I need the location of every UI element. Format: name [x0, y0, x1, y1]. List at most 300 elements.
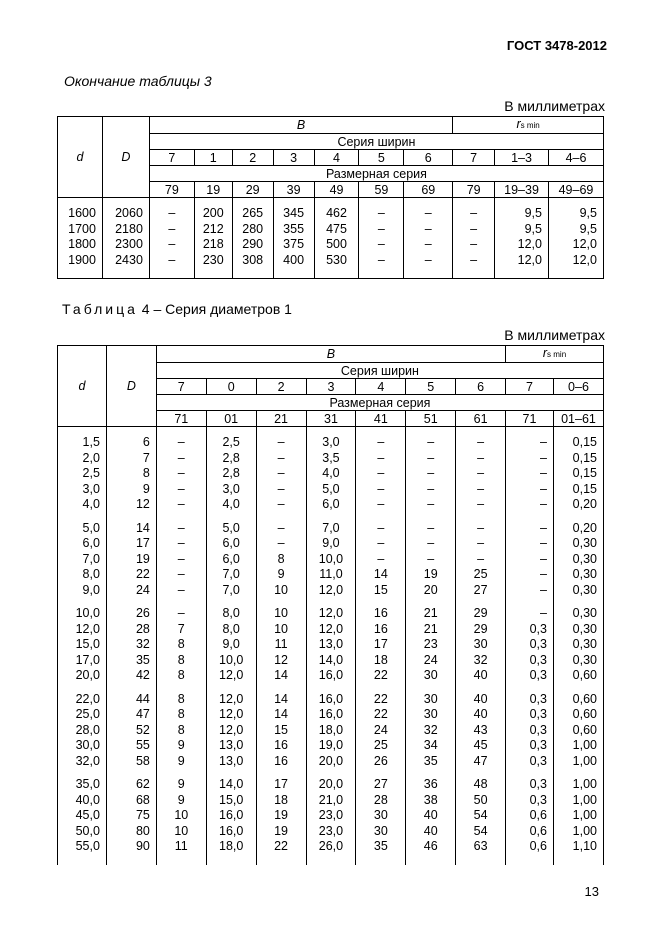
table4-size-header-cell: 21 [256, 411, 306, 427]
table-cell: 6 [106, 435, 156, 451]
table-cell: 16 [256, 754, 306, 770]
table-cell: 38 [406, 793, 456, 809]
table-cell: 12,0 [206, 707, 256, 723]
table-row [58, 253, 604, 269]
table-cell: 23,0 [306, 824, 356, 840]
table-cell: – [356, 552, 406, 568]
table4-units: В миллиметрах [504, 327, 605, 343]
table-cell: 16 [356, 622, 406, 638]
table-cell: 15 [356, 583, 406, 599]
table-cell: 30,0 [58, 738, 107, 754]
table3-width-header-cell: 7 [453, 150, 495, 166]
table-cell: 40,0 [58, 793, 107, 809]
table-cell: – [256, 536, 306, 552]
table-cell: 0,3 [506, 668, 554, 684]
table-cell: 32 [406, 723, 456, 739]
table-cell: – [406, 497, 456, 513]
table-cell: 8,0 [206, 606, 256, 622]
table-cell: 8 [156, 668, 206, 684]
table-cell: – [356, 451, 406, 467]
table-cell: 20 [406, 583, 456, 599]
table3-width-header-cell: 2 [232, 150, 273, 166]
table-cell: – [356, 497, 406, 513]
table-row [58, 707, 604, 723]
table-cell: 32 [456, 653, 506, 669]
table-cell: – [406, 451, 456, 467]
table-cell: 11,0 [306, 567, 356, 583]
table-cell: 47 [106, 707, 156, 723]
table-cell: 8,0 [58, 567, 107, 583]
table-cell: 15,0 [58, 637, 107, 653]
table-cell: – [456, 552, 506, 568]
table-cell: 0,6 [506, 824, 554, 840]
table-cell: 12,0 [206, 723, 256, 739]
table-cell: 530 [314, 253, 359, 269]
table-cell: 40 [456, 692, 506, 708]
table-cell: 24 [406, 653, 456, 669]
table-cell: 21,0 [306, 793, 356, 809]
table3-size-header-cell: 49–69 [549, 182, 604, 198]
table-row [58, 222, 604, 238]
table-cell: 13,0 [206, 738, 256, 754]
table-cell: 18,0 [206, 839, 256, 855]
table-cell: 6,0 [58, 536, 107, 552]
table-row [58, 793, 604, 809]
table-cell: 12,0 [549, 237, 604, 253]
table-cell: 1700 [58, 222, 103, 238]
table-cell: 12,0 [495, 253, 549, 269]
table-cell: – [356, 536, 406, 552]
table-cell: 9 [156, 793, 206, 809]
table-cell: – [256, 451, 306, 467]
table-cell: 9,0 [206, 637, 256, 653]
table-cell: 0,6 [506, 839, 554, 855]
table-cell: 0,3 [506, 793, 554, 809]
row-spacer [58, 684, 604, 692]
table3-caption: Окончание таблицы 3 [64, 73, 212, 89]
table-cell: – [456, 482, 506, 498]
table-cell: 9 [156, 738, 206, 754]
table-cell: 55 [106, 738, 156, 754]
table-row [58, 435, 604, 451]
table-cell: – [156, 536, 206, 552]
table-cell: 1,00 [553, 808, 603, 824]
table-cell: – [506, 497, 554, 513]
table-cell: 15,0 [206, 793, 256, 809]
table-cell: 40 [456, 707, 506, 723]
table-cell: – [356, 521, 406, 537]
table-cell: 400 [273, 253, 314, 269]
table4-width-header-cell: 3 [306, 379, 356, 395]
table-cell: 47 [456, 754, 506, 770]
table-cell: 9,5 [495, 206, 549, 222]
table-row [58, 536, 604, 552]
table-row [58, 754, 604, 770]
table-cell: 9 [156, 777, 206, 793]
table-cell: 50,0 [58, 824, 107, 840]
table-cell: 45,0 [58, 808, 107, 824]
table-cell: 19 [256, 808, 306, 824]
table-cell: 7,0 [58, 552, 107, 568]
table-cell: 10,0 [306, 552, 356, 568]
table-row [58, 808, 604, 824]
table4-width-header-cell: 0 [206, 379, 256, 395]
table-cell: 475 [314, 222, 359, 238]
table-cell: 12,0 [206, 692, 256, 708]
table-cell: 12,0 [306, 583, 356, 599]
table4-size-header-cell: 61 [456, 411, 506, 427]
table-cell: 280 [232, 222, 273, 238]
table-cell: 10 [256, 583, 306, 599]
table-cell: – [456, 536, 506, 552]
table-cell: – [404, 237, 453, 253]
table-cell: 200 [194, 206, 232, 222]
table-cell: 23,0 [306, 808, 356, 824]
table-cell: – [406, 482, 456, 498]
table-cell: – [406, 536, 456, 552]
table-cell: 21 [406, 622, 456, 638]
table-cell: 2180 [102, 222, 149, 238]
table-cell: 0,30 [553, 536, 603, 552]
table-cell: 0,30 [553, 583, 603, 599]
table-cell: 19 [406, 567, 456, 583]
table-row [58, 482, 604, 498]
table-cell: 0,30 [553, 637, 603, 653]
table-cell: – [156, 606, 206, 622]
table-cell: 1,5 [58, 435, 107, 451]
table-cell: 9 [256, 567, 306, 583]
table-cell: 0,60 [553, 668, 603, 684]
table3-size-header-cell: 69 [404, 182, 453, 198]
table3-size-header-cell: 79 [149, 182, 194, 198]
document-title: ГОСТ 3478-2012 [506, 38, 607, 53]
table-cell: 0,3 [506, 738, 554, 754]
table-cell: 4,0 [206, 497, 256, 513]
table3-width-header-cell: 6 [404, 150, 453, 166]
table-cell: 40 [406, 824, 456, 840]
table-cell: 17 [256, 777, 306, 793]
table-cell: – [406, 466, 456, 482]
table-cell: 25 [356, 738, 406, 754]
table-cell: 290 [232, 237, 273, 253]
table-cell: 75 [106, 808, 156, 824]
table4-size-header-cell: 71 [506, 411, 554, 427]
table-cell: 24 [106, 583, 156, 599]
table-cell: 54 [456, 824, 506, 840]
table-cell: 355 [273, 222, 314, 238]
table-cell: 30 [456, 637, 506, 653]
table3-col-d-header: d [58, 117, 103, 198]
table4-width-header-cell: 0–6 [553, 379, 603, 395]
table-row [58, 824, 604, 840]
table-cell: 28,0 [58, 723, 107, 739]
table-cell: 26 [356, 754, 406, 770]
table4-width-header-cell: 2 [256, 379, 306, 395]
table4-B-header: B [156, 346, 505, 363]
table-row [58, 622, 604, 638]
table-cell: 19 [106, 552, 156, 568]
table4-caption: Таблица 4 – Серия диаметров 1 [62, 301, 292, 317]
table-cell: 18,0 [306, 723, 356, 739]
table-cell: – [256, 466, 306, 482]
table4-size-header-cell: 71 [156, 411, 206, 427]
table4-col-d-header: d [58, 346, 107, 427]
table-cell: 45 [456, 738, 506, 754]
table-cell: 2,0 [58, 451, 107, 467]
table-cell: 0,3 [506, 637, 554, 653]
table-cell: 14,0 [306, 653, 356, 669]
table-cell: 9,5 [549, 222, 604, 238]
table-cell: 10,0 [58, 606, 107, 622]
table-cell: – [506, 567, 554, 583]
table3-r-header: rs min [453, 117, 604, 134]
table-cell: 12,0 [306, 606, 356, 622]
table4-width-series-label: Серия ширин [156, 363, 603, 379]
table-cell: – [359, 253, 404, 269]
table-row [58, 552, 604, 568]
table-cell: 29 [456, 622, 506, 638]
table-cell: – [456, 521, 506, 537]
table-cell: 5,0 [58, 521, 107, 537]
table4-size-header-cell: 51 [406, 411, 456, 427]
table-cell: 28 [356, 793, 406, 809]
table-row [58, 521, 604, 537]
table-cell: – [356, 466, 406, 482]
table-cell: 0,3 [506, 723, 554, 739]
table-cell: 17 [356, 637, 406, 653]
table-cell: 1,00 [553, 738, 603, 754]
table-cell: 30 [356, 808, 406, 824]
table-cell: 1,00 [553, 754, 603, 770]
table-cell: 12,0 [206, 668, 256, 684]
table-row [58, 206, 604, 222]
table-cell: 20,0 [306, 777, 356, 793]
table-cell: 308 [232, 253, 273, 269]
table-cell: 25 [456, 567, 506, 583]
table-cell: 9,5 [495, 222, 549, 238]
table-cell: 1,00 [553, 777, 603, 793]
table-cell: – [456, 435, 506, 451]
table-cell: 8 [156, 707, 206, 723]
table-cell: 23 [406, 637, 456, 653]
table-cell: – [156, 482, 206, 498]
table-cell: 3,0 [306, 435, 356, 451]
table-cell: 1900 [58, 253, 103, 269]
table3-width-header-cell: 4–6 [549, 150, 604, 166]
table-cell: 6,0 [306, 497, 356, 513]
table3-width-series-label: Серия ширин [149, 134, 603, 150]
table-cell: – [156, 583, 206, 599]
table-cell: 68 [106, 793, 156, 809]
table-cell: 462 [314, 206, 359, 222]
table-cell: 2300 [102, 237, 149, 253]
table4-width-header-cell: 4 [356, 379, 406, 395]
table-cell: 7,0 [206, 567, 256, 583]
table-cell: 13,0 [306, 637, 356, 653]
table-cell: 13,0 [206, 754, 256, 770]
table-cell: – [156, 451, 206, 467]
table-cell: – [404, 222, 453, 238]
table-cell: 0,3 [506, 754, 554, 770]
table-cell: 14 [256, 668, 306, 684]
table-cell: 44 [106, 692, 156, 708]
table-cell: 26,0 [306, 839, 356, 855]
table-cell: – [506, 466, 554, 482]
table-cell: 0,15 [553, 482, 603, 498]
table-cell: 22 [356, 707, 406, 723]
table-cell: – [406, 521, 456, 537]
table-cell: 19 [256, 824, 306, 840]
table-cell: 0,60 [553, 723, 603, 739]
table-cell: 9,5 [549, 206, 604, 222]
table-cell: 0,15 [553, 466, 603, 482]
table-cell: 55,0 [58, 839, 107, 855]
table-cell: 8,0 [206, 622, 256, 638]
page-number: 13 [584, 884, 599, 899]
table-cell: 30 [406, 668, 456, 684]
table-row [58, 451, 604, 467]
table4-size-header-cell: 01 [206, 411, 256, 427]
table-cell: – [356, 482, 406, 498]
table-cell: 32 [106, 637, 156, 653]
table-cell: 16 [356, 606, 406, 622]
table-cell: 7 [156, 622, 206, 638]
table3-size-series-label: Размерная серия [149, 166, 603, 182]
table3-width-header-cell: 4 [314, 150, 359, 166]
table-cell: 2,8 [206, 451, 256, 467]
table-cell: 10 [256, 606, 306, 622]
table-cell: 27 [456, 583, 506, 599]
table-cell: 3,0 [206, 482, 256, 498]
table3-size-header-cell: 39 [273, 182, 314, 198]
table-cell: 8 [106, 466, 156, 482]
table-cell: 20,0 [58, 668, 107, 684]
table-cell: 8 [156, 692, 206, 708]
table-cell: – [456, 497, 506, 513]
table-cell: 9 [106, 482, 156, 498]
table-cell: 345 [273, 206, 314, 222]
table4-width-header-cell: 5 [406, 379, 456, 395]
table-cell: 0,6 [506, 808, 554, 824]
table-cell: – [506, 482, 554, 498]
table-cell: – [149, 206, 194, 222]
table-cell: – [456, 451, 506, 467]
table-cell: – [406, 552, 456, 568]
table-cell: – [506, 583, 554, 599]
table4-size-series-label: Размерная серия [156, 395, 603, 411]
table-cell: 8 [256, 552, 306, 568]
table-row [58, 497, 604, 513]
table-row [58, 723, 604, 739]
table-cell: 35 [356, 839, 406, 855]
table-cell: 2,5 [58, 466, 107, 482]
table-cell: 7,0 [206, 583, 256, 599]
table-cell: 10,0 [206, 653, 256, 669]
table-cell: 8 [156, 653, 206, 669]
table3-col-D-header: D [102, 117, 149, 198]
table-cell: 8 [156, 637, 206, 653]
table-cell: 3,5 [306, 451, 356, 467]
table-row [58, 637, 604, 653]
table-cell: 16,0 [306, 692, 356, 708]
table-cell: 8 [156, 723, 206, 739]
table-cell: 0,20 [553, 521, 603, 537]
table-cell: 40 [456, 668, 506, 684]
table-cell: 12 [256, 653, 306, 669]
table-row [58, 738, 604, 754]
table-row [58, 839, 604, 855]
table-cell: 20,0 [306, 754, 356, 770]
table3 [57, 116, 604, 279]
table-cell: – [156, 435, 206, 451]
table-cell: 36 [406, 777, 456, 793]
table-row [58, 668, 604, 684]
table-cell: 12 [106, 497, 156, 513]
table-cell: 30 [406, 692, 456, 708]
table-row [58, 653, 604, 669]
table-cell: 0,20 [553, 497, 603, 513]
table3-width-header-cell: 5 [359, 150, 404, 166]
table-cell: 22,0 [58, 692, 107, 708]
table4-col-D-header: D [106, 346, 156, 427]
table-cell: 12,0 [306, 622, 356, 638]
table-cell: 0,30 [553, 606, 603, 622]
table-cell: 25,0 [58, 707, 107, 723]
table-cell: 0,3 [506, 653, 554, 669]
table-cell: 16,0 [306, 707, 356, 723]
table-cell: 35,0 [58, 777, 107, 793]
table3-width-header-cell: 3 [273, 150, 314, 166]
table-cell: 30 [406, 707, 456, 723]
row-spacer [58, 268, 604, 279]
table4-width-header-cell: 7 [156, 379, 206, 395]
table3-size-header-cell: 49 [314, 182, 359, 198]
table-row [58, 606, 604, 622]
table-cell: 0,30 [553, 567, 603, 583]
table-cell: 29 [456, 606, 506, 622]
table-row [58, 567, 604, 583]
table-cell: 63 [456, 839, 506, 855]
table-cell: – [453, 237, 495, 253]
table-cell: 9 [156, 754, 206, 770]
table-cell: 11 [156, 839, 206, 855]
table-cell: 2,8 [206, 466, 256, 482]
table-cell: – [456, 466, 506, 482]
table4-size-header-cell: 41 [356, 411, 406, 427]
table3-size-header-cell: 29 [232, 182, 273, 198]
table-cell: 6,0 [206, 552, 256, 568]
row-spacer [58, 427, 604, 436]
table-cell: – [359, 237, 404, 253]
table-cell: 58 [106, 754, 156, 770]
table-cell: – [149, 253, 194, 269]
table-cell: 0,60 [553, 707, 603, 723]
table-cell: 12,0 [495, 237, 549, 253]
table-cell: 16,0 [206, 824, 256, 840]
table-cell: 375 [273, 237, 314, 253]
table-cell: – [149, 222, 194, 238]
table-cell: 9,0 [306, 536, 356, 552]
table-cell: 1800 [58, 237, 103, 253]
table-cell: 265 [232, 206, 273, 222]
table4-r-header: rs min [506, 346, 604, 363]
table3-size-header-cell: 19–39 [495, 182, 549, 198]
table-cell: – [156, 552, 206, 568]
table-cell: 1,00 [553, 793, 603, 809]
table-cell: 212 [194, 222, 232, 238]
table-cell: 12,0 [58, 622, 107, 638]
table-cell: – [256, 521, 306, 537]
